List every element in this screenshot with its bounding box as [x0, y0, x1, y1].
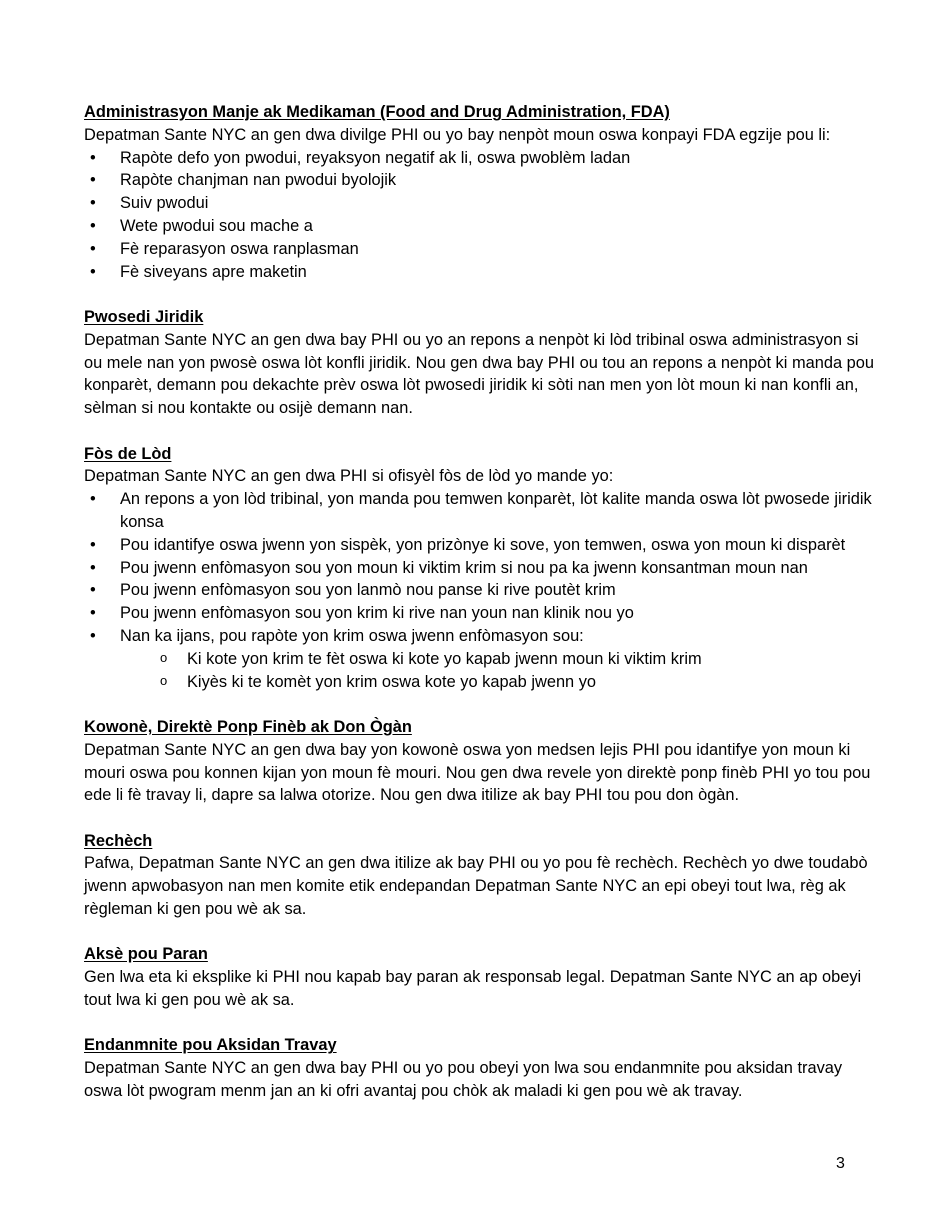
list-item: • Pou idantifye oswa jwenn yon sispèk, yon prizònye ki sove, yon temwen, oswa yon moun ki disparèt — [84, 534, 874, 557]
list-item: • An repons a yon lòd tribinal, yon manda pou temwen konparèt, lòt kalite manda oswa lòt pwosede jiridik konsa — [84, 488, 874, 534]
section-body: Pafwa, Depatman Sante NYC an gen dwa itilize ak bay PHI ou yo pou fè rechèch. Rechèch yo dwe toudabò jwenn apwobasyon nan men komite etik endepandan Depatman Sante NYC an epi obeyi tout lwa, règ ak règleman ki gen pou wè ak sa. — [84, 854, 868, 919]
list-item: • Pou jwenn enfòmasyon sou yon lanmò nou panse ki rive poutèt krim — [84, 579, 874, 602]
bullet-list — [84, 488, 874, 693]
list-item-text: Nan ka ijans, pou rapòte yon krim oswa jwenn enfòmasyon sou: — [120, 626, 584, 645]
section-workers-comp — [84, 1034, 874, 1102]
section-heading: Aksè pou Paran — [84, 945, 208, 964]
section-body: Depatman Sante NYC an gen dwa bay PHI ou yo an repons a nenpòt ki lòd tribinal oswa administrasyon si ou mele nan yon pwosè oswa lòt konfli jiridik. Nou gen dwa bay PHI ou tou an repons a nenpòt ki manda pou konparèt, demann pou dekachte prèv oswa lòt pwosedi jiridik ki sòti nan men yon lòt moun ki nan konfli an, sèlman si nou kontakte ou osijè demann nan. — [84, 330, 874, 418]
list-item: • Pou jwenn enfòmasyon sou yon krim ki rive nan youn nan klinik nou yo — [84, 602, 874, 625]
section-heading: Rechèch — [84, 831, 153, 850]
document-page — [84, 101, 874, 1125]
page-number: 3 — [836, 1155, 845, 1172]
section-parent-access — [84, 943, 874, 1011]
section-intro: Depatman Sante NYC an gen dwa divilge PHI ou yo bay nenpòt moun oswa konpayi FDA egzije pou li: — [84, 125, 831, 144]
section-legal-proceedings — [84, 306, 874, 420]
list-item: • Rapòte chanjman nan pwodui byolojik — [84, 169, 874, 192]
section-body: Gen lwa eta ki eksplike ki PHI nou kapab bay paran ak responsab legal. Depatman Sante NYC an ap obeyi tout lwa ki gen pou wè ak sa. — [84, 968, 862, 1010]
list-item: • Fè siveyans apre maketin — [84, 261, 874, 284]
section-heading: Pwosedi Jiridik — [84, 307, 204, 326]
list-item: • Wete pwodui sou mache a — [84, 215, 874, 238]
list-item: • Pou jwenn enfòmasyon sou yon moun ki viktim krim si nou pa ka jwenn konsantman moun nan — [84, 557, 874, 580]
section-coroner — [84, 716, 874, 807]
list-item: • Fè reparasyon oswa ranplasman — [84, 238, 874, 261]
list-item: • Suiv pwodui — [84, 192, 874, 215]
section-research — [84, 830, 874, 921]
section-body: Depatman Sante NYC an gen dwa bay yon kowonè oswa yon medsen lejis PHI pou idantifye yon moun ki mouri oswa pou konnen kijan yon moun fè mouri. Nou gen dwa revele yon direktè ponp finèb PHI yo tou pou ede li fè travay li, dapre sa lalwa otorize. Nou gen dwa itilize ak bay PHI tou pou don ògàn. — [84, 740, 871, 805]
section-heading: Kowonè, Direktè Ponp Finèb ak Don Ògàn — [84, 717, 412, 736]
section-intro: Depatman Sante NYC an gen dwa PHI si ofisyèl fòs de lòd yo mande yo: — [84, 467, 614, 486]
list-item — [84, 625, 874, 693]
section-body: Depatman Sante NYC an gen dwa bay PHI ou yo pou obeyi yon lwa sou endanmnite pou aksidan travay oswa lòt pwogram menm jan an ki ofri avantaj pou chòk ak maladi ki gen pou wè ak travay. — [84, 1059, 843, 1101]
section-fda — [84, 101, 874, 283]
section-law-enforcement — [84, 443, 874, 694]
sub-list-item: o Ki kote yon krim te fèt oswa ki kote yo kapab jwenn moun ki viktim krim — [120, 648, 874, 671]
sub-list-item: o Kiyès ki te komèt yon krim oswa kote yo kapab jwenn yo — [120, 671, 874, 694]
section-heading: Fòs de Lòd — [84, 444, 172, 463]
sub-bullet-list — [120, 648, 874, 694]
bullet-list — [84, 147, 874, 284]
section-heading: Administrasyon Manje ak Medikaman (Food and Drug Administration, FDA) — [84, 103, 670, 121]
section-heading: Endanmnite pou Aksidan Travay — [84, 1036, 337, 1055]
list-item: • Rapòte defo yon pwodui, reyaksyon negatif ak li, oswa pwoblèm ladan — [84, 147, 874, 170]
